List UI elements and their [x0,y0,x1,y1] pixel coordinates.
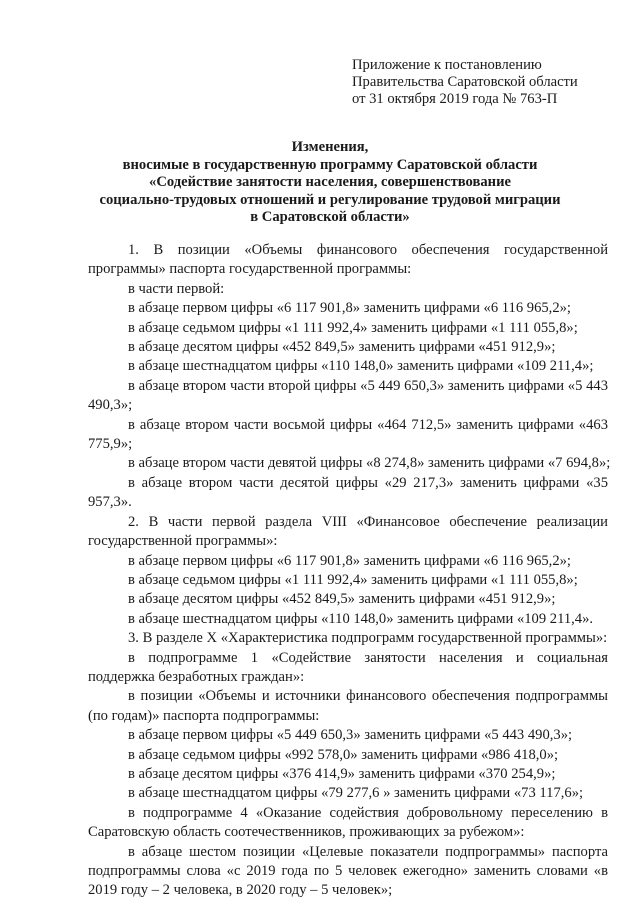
paragraph: в абзаце первом цифры «6 117 901,8» заменить цифрами «6 116 965,2»; [128,300,571,317]
paragraph: 2. В части первой раздела VIII «Финансовое обеспечение реализации государственной программы»: [88,513,608,550]
paragraph: в части первой: [128,280,225,297]
paragraph: в абзаце втором части десятой цифры «29 217,3» заменить цифрами «35 957,3». [88,474,608,511]
paragraph: в абзаце втором части второй цифры «5 449 650,3» заменить цифрами «5 443 490,3»; [88,377,608,414]
paragraph: в абзаце шестнадцатом цифры «110 148,0» заменить цифрами «109 211,4»; [128,358,594,375]
paragraph: в абзаце седьмом цифры «1 111 992,4» заменить цифрами «1 111 055,8»; [128,571,578,588]
paragraph: в абзаце втором части восьмой цифры «464 712,5» заменить цифрами «463 775,9»; [88,416,608,453]
paragraph: в абзаце десятом цифры «452 849,5» заменить цифрами «451 912,9»; [128,339,556,356]
paragraph: в абзаце десятом цифры «376 414,9» заменить цифрами «370 254,9»; [128,765,556,782]
paragraph: в подпрограмме 1 «Содействие занятости населения и социальная поддержка безработных граждан»: [88,649,608,685]
paragraph: в абзаце десятом цифры «452 849,5» заменить цифрами «451 912,9»; [128,591,556,608]
paragraph: в абзаце втором части девятой цифры «8 274,8» заменить цифрами «7 694,8»; [128,455,611,472]
paragraph: в абзаце шестнадцатом цифры «110 148,0» заменить цифрами «109 211,4». [128,610,594,627]
appendix-reference [352,57,632,108]
title-line-3: «Содействие занятости населения, совершенствование [149,174,511,190]
title-line-1: Изменения, [291,139,369,155]
paragraph: в позиции «Объемы и источники финансового обеспечения подпрограммы (по годам)» паспорта подпрограммы: [88,688,608,724]
document-title [60,139,600,227]
paragraph: в абзаце первом цифры «5 449 650,3» заменить цифрами «5 443 490,3»; [128,727,573,744]
document-body [88,241,611,901]
paragraph: в абзаце первом цифры «6 117 901,8» заменить цифрами «6 116 965,2»; [128,552,571,569]
title-line-4: социально-трудовых отношений и регулирование трудовой миграции [99,191,561,208]
title-line-5: в Саратовской области» [250,209,410,225]
paragraph: в абзаце седьмом цифры «1 111 992,4» заменить цифрами «1 111 055,8»; [128,319,578,336]
appendix-line-3: от 31 октября 2019 года № 763-П [352,91,558,107]
appendix-line-1: Приложение к постановлению [352,57,542,73]
paragraph: в абзаце шестом позиции «Целевые показатели подпрограммы» паспорта подпрограммы слова «с 2019 года по 5 человек ежегодно» заменить словами «в 2019 году – 2 человека, в 2020 году – 5 человек»; [88,843,608,899]
paragraph: в абзаце шестнадцатом цифры «79 277,6 » заменить цифрами «73 117,6»; [128,785,584,802]
paragraph: в подпрограмме 4 «Оказание содействия добровольному переселению в Саратовскую область соотечественников, проживающих за рубежом»: [88,804,608,841]
paragraph: 1. В позиции «Объемы финансового обеспечения государственной программы» паспорта государственной программы: [88,242,608,278]
appendix-line-2: Правительства Саратовской области [352,74,578,90]
paragraph: в абзаце седьмом цифры «992 578,0» заменить цифрами «986 418,0»; [128,746,559,763]
paragraph: 3. В разделе X «Характеристика подпрограмм государственной программы»: [128,630,608,647]
title-line-2: вносимые в государственную программу Саратовской области [122,156,538,173]
